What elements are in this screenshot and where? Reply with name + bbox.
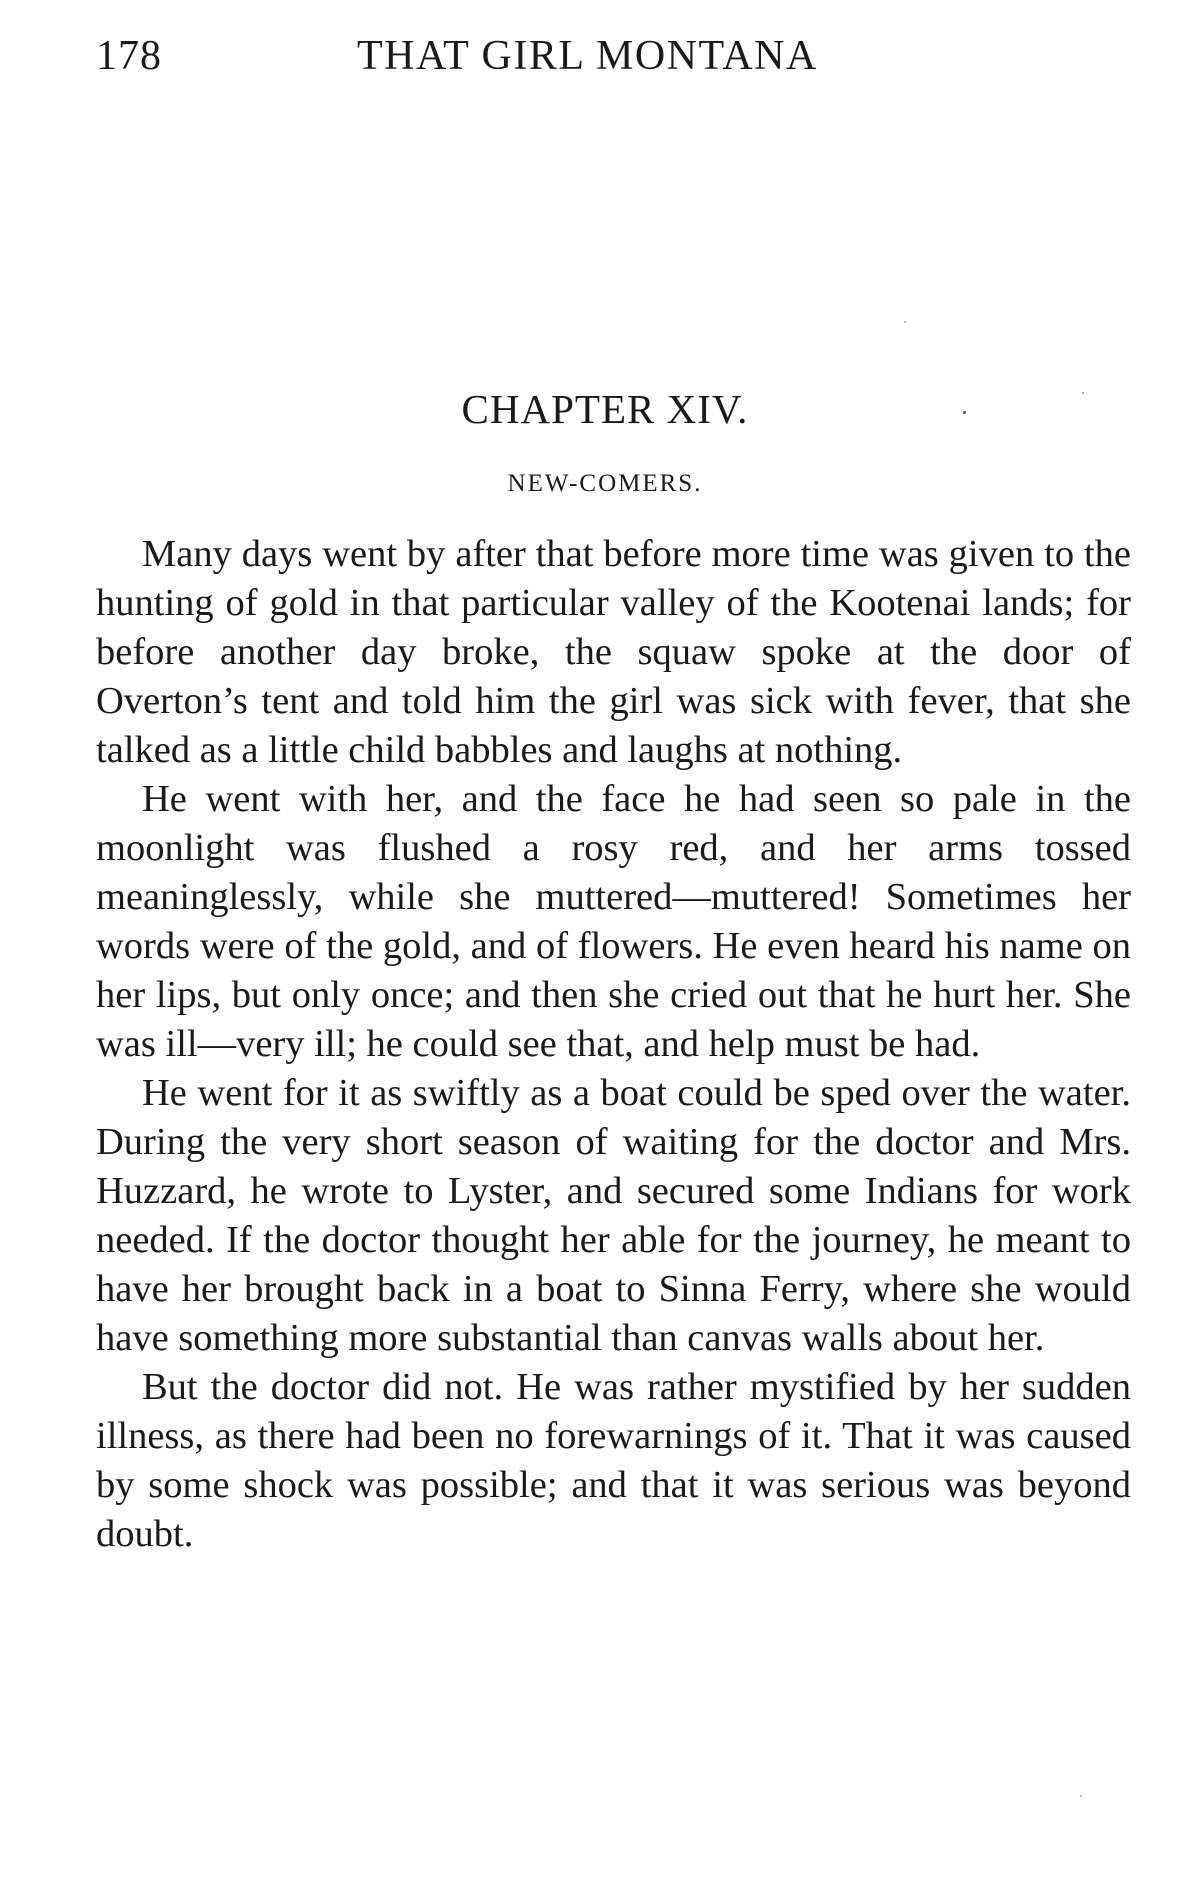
paragraph: He went for it as swiftly as a boat could be sped over the water. During the very short season of waiting for the doctor and Mrs. Huzzard, he wrote to Lyster, and secured some Indians for work needed. If the doctor thought her able for the journey, he meant to have her brought back in a boat to Sinna Ferry, where she would have something more substantial than canvas walls about her. <box>96 1072 1131 1359</box>
chapter-subtitle: NEW-COMERS. <box>507 470 703 497</box>
scan-speck <box>963 411 966 414</box>
scan-speck <box>1082 392 1084 394</box>
chapter-heading: CHAPTER XIV. <box>461 386 749 432</box>
paragraph: He went with her, and the face he had seen so pale in the moonlight was flushed a rosy red, and her arms tossed meaninglessly, while she muttered—muttered! Sometimes her words were of the gold, and of flowers. He even heard his name on her lips, but only once; and then she cried out that he hurt her. She was ill—very ill; he could see that, and help must be had. <box>96 778 1131 1065</box>
paragraph: Many days went by after that before more time was given to the hunting of gold in that particular valley of the Kootenai lands; for before another day broke, the squaw spoke at the door of Overton’s tent and told him the girl was sick with fever, that she talked as a little child babbles and laughs at nothing. <box>96 533 1131 771</box>
paragraph: But the doctor did not. He was rather mystified by her sudden illness, as there had been no forewarnings of it. That it was caused by some shock was possible; and that it was serious was beyond doubt. <box>96 1366 1131 1555</box>
scan-speck <box>904 321 906 323</box>
running-head <box>96 32 1131 92</box>
chapter-body <box>96 530 1131 1559</box>
page-number: 178 <box>96 33 162 79</box>
book-title: THAT GIRL MONTANA <box>357 33 818 79</box>
scan-speck <box>1080 1795 1082 1797</box>
